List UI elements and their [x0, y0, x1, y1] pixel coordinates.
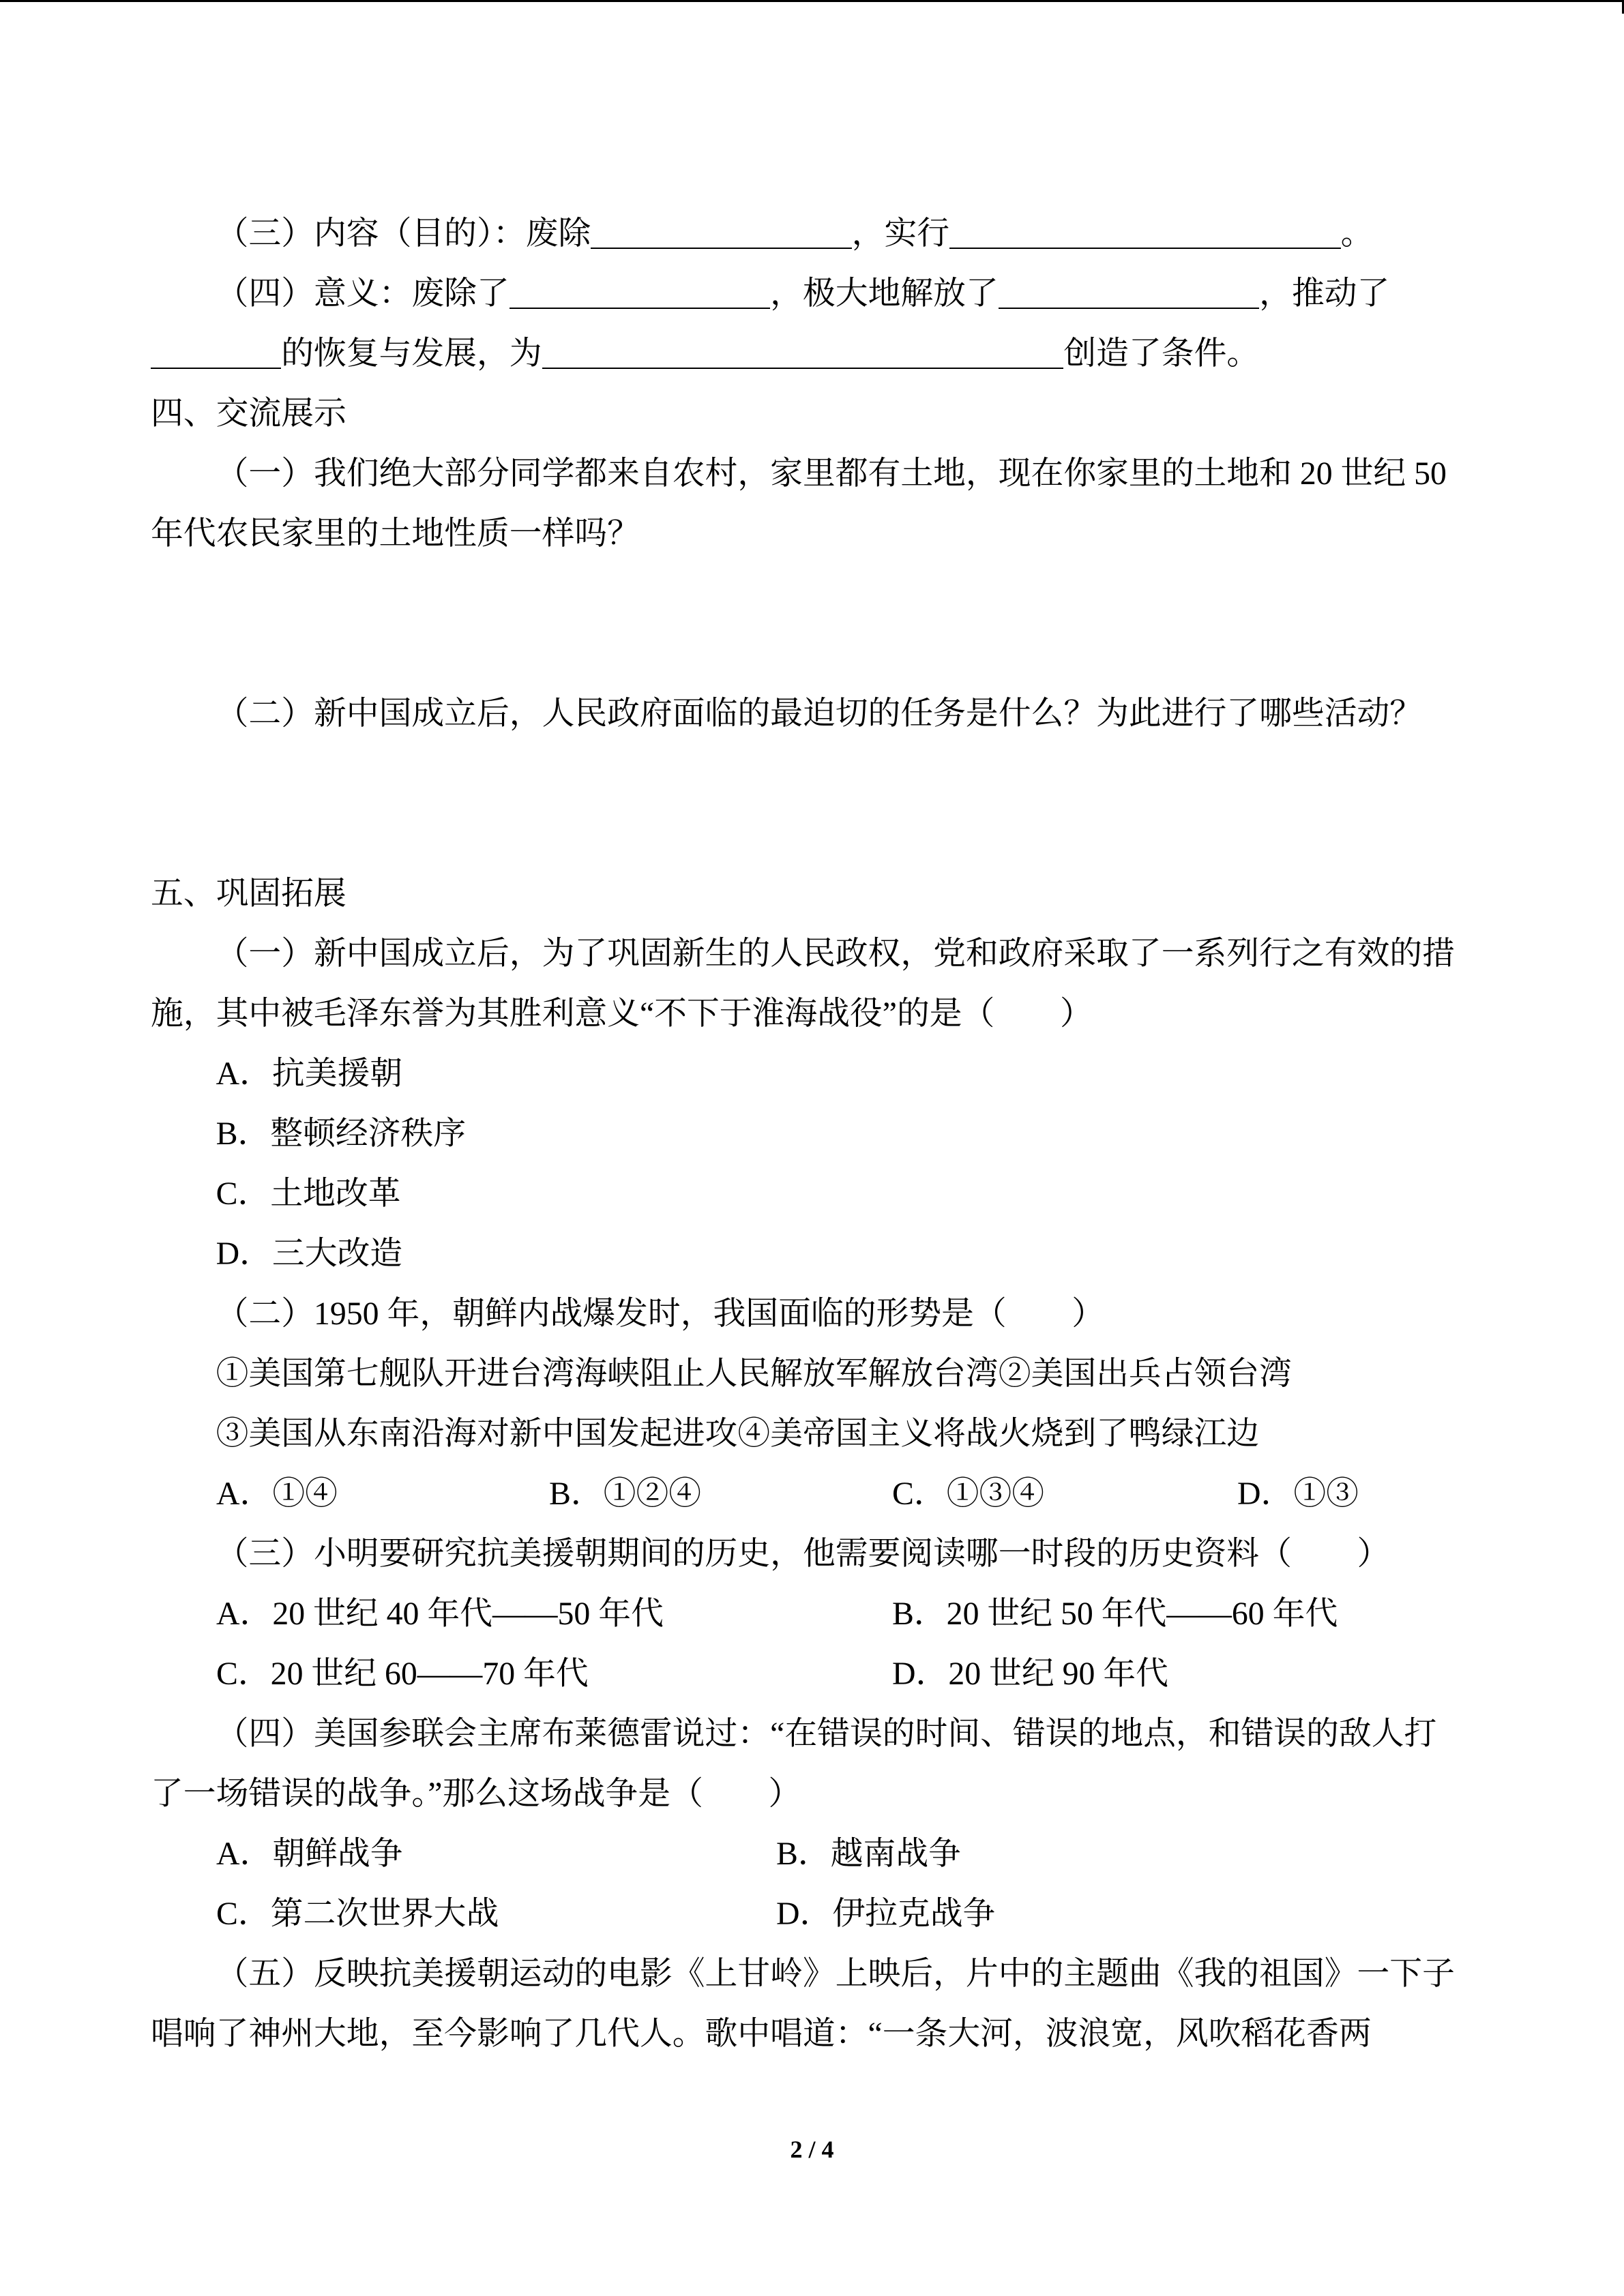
practice-q2-statements-line-2: ③美国从东南沿海对新中国发起进攻④美帝国主义将战火烧到了鸭绿江边	[216, 1416, 1260, 1452]
fill-blank	[949, 244, 1341, 249]
exchange-section-heading: 四、交流展示	[151, 396, 346, 432]
content-purpose-end: 。	[1340, 215, 1374, 252]
practice-q4-stem-line-1: （四）美国参联会主席布莱德雷说过：“在错误的时间、错误的地点，和错误的敌人打	[216, 1716, 1437, 1752]
fill-blank	[591, 244, 851, 249]
page-number: 2 / 4	[790, 2136, 834, 2163]
significance-end: 创造了条件。	[1063, 336, 1260, 372]
significance-line-2	[151, 324, 1457, 384]
practice-q2-option-d: D．①③	[1237, 1476, 1359, 1512]
fill-blank	[999, 304, 1259, 309]
significance-between-3: 的恢复与发展，为	[281, 336, 542, 372]
practice-q2-option-a: A．①④	[216, 1476, 338, 1512]
fill-blank	[542, 364, 1064, 369]
practice-q2-option-b: B．①②④	[549, 1476, 702, 1512]
content-purpose-label: （三）内容（目的）：废除	[216, 215, 591, 252]
significance-label: （四）意义：废除了	[216, 275, 510, 312]
exchange-question-1-line-2: 年代农民家里的土地性质一样吗？	[151, 516, 640, 552]
practice-q4-stem-line-2: 了一场错误的战争。”那么这场战争是（ ）	[151, 1776, 801, 1812]
exchange-question-2: （二）新中国成立后，人民政府面临的最迫切的任务是什么？为此进行了哪些活动？	[216, 696, 1423, 732]
practice-q3-options-row-1	[151, 1584, 1457, 1644]
practice-q3-option-a: A．20 世纪 40 年代——50 年代	[216, 1596, 664, 1632]
practice-q1-option-a: A．抗美援朝	[216, 1056, 403, 1092]
practice-q2-stem: （二）1950 年，朝鲜内战爆发时，我国面临的形势是（ ）	[216, 1296, 1105, 1332]
page-top-border	[0, 0, 1624, 2]
practice-q1-option-d: D．三大改造	[216, 1236, 403, 1272]
significance-between-1: ，极大地解放了	[770, 275, 999, 312]
practice-q1-stem-line-1: （一）新中国成立后，为了巩固新生的人民政权，党和政府采取了一系列行之有效的措	[216, 936, 1455, 972]
practice-q4-option-b: B．越南战争	[776, 1836, 961, 1872]
page-content	[151, 204, 1457, 2064]
answer-space	[151, 744, 1457, 864]
practice-q4-option-d: D．伊拉克战争	[776, 1896, 996, 1932]
practice-q2-statements-line-1: ①美国第七舰队开进台湾海峡阻止人民解放军解放台湾②美国出兵占领台湾	[216, 1356, 1292, 1392]
content-purpose-line	[151, 204, 1457, 264]
significance-between-2: ，推动了	[1259, 275, 1390, 312]
significance-line-1	[151, 264, 1457, 324]
practice-q5-stem-line-2: 唱响了神州大地，至今影响了几代人。歌中唱道：“一条大河，波浪宽，风吹稻花香两	[151, 2016, 1372, 2052]
practice-q3-option-d: D．20 世纪 90 年代	[892, 1656, 1168, 1692]
practice-q1-stem-line-2: 施，其中被毛泽东誉为其胜利意义“不下于淮海战役”的是（ ）	[151, 996, 1093, 1032]
fill-blank	[510, 304, 770, 309]
practice-q2-options-row	[151, 1464, 1457, 1524]
practice-q1-option-c: C．土地改革	[216, 1176, 401, 1212]
practice-q1-option-b: B．整顿经济秩序	[216, 1116, 467, 1152]
answer-space	[151, 564, 1457, 684]
exchange-question-1-line-1: （一）我们绝大部分同学都来自农村，家里都有土地，现在你家里的土地和 20 世纪 50	[216, 456, 1447, 492]
practice-q4-options-row-1	[151, 1824, 1457, 1884]
practice-q3-stem: （三）小明要研究抗美援朝期间的历史，他需要阅读哪一时段的历史资料（ ）	[216, 1536, 1390, 1572]
practice-q4-option-c: C．第二次世界大战	[216, 1896, 499, 1932]
practice-q3-options-row-2	[151, 1644, 1457, 1704]
practice-q4-option-a: A．朝鲜战争	[216, 1836, 403, 1872]
content-purpose-between: ，实行	[851, 215, 950, 252]
practice-q3-option-b: B．20 世纪 50 年代——60 年代	[892, 1596, 1338, 1632]
practice-section-heading: 五、巩固拓展	[151, 876, 346, 912]
practice-q4-options-row-2	[151, 1884, 1457, 1944]
practice-q3-option-c: C．20 世纪 60——70 年代	[216, 1656, 589, 1692]
practice-q2-option-c: C．①③④	[892, 1476, 1045, 1512]
practice-q5-stem-line-1: （五）反映抗美援朝运动的电影《上甘岭》上映后，片中的主题曲《我的祖国》一下子	[216, 1956, 1455, 1992]
fill-blank	[151, 364, 281, 369]
